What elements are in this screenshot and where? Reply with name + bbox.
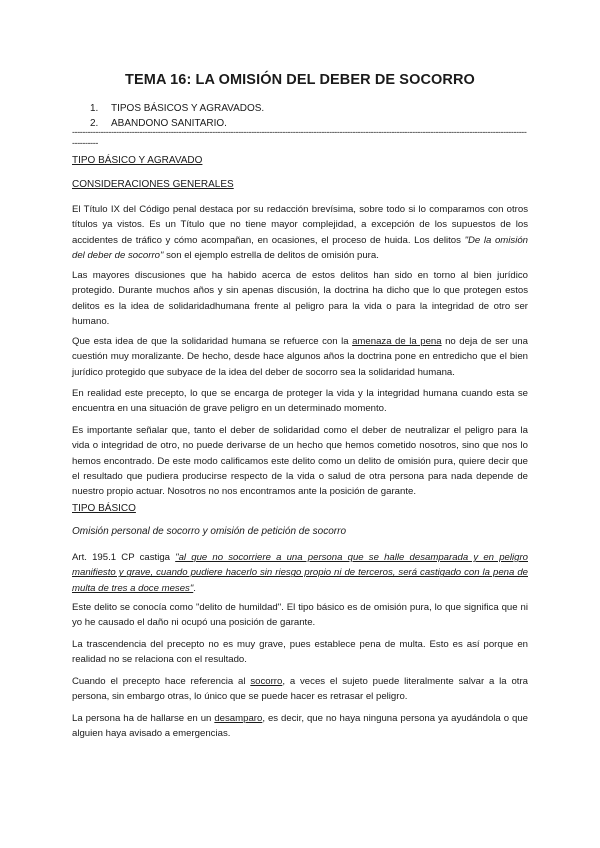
underlined-term-desamparo: desamparo [214,713,263,724]
paragraph-text: Art. 195.1 CP castiga [72,552,176,563]
paragraph-text: , es decir, que no haya ninguna persona ya ayudándola o que alguien haya avisado a emergencias. [72,713,529,740]
paragraph-text: Que esta idea de que la solidaridad humana se refuerce con la [72,336,353,347]
toc-item-label: TIPOS BÁSICOS Y AGRAVADOS. [111,103,265,114]
paragraph-text: , a veces el sujeto puede literalmente salvar a la otra persona, sin embargo otras, lo único que se puede hacer es retrasar el peligro. [72,676,528,703]
paragraph-solidaridad [72,334,528,380]
page-title: TEMA 16: LA OMISIÓN DEL DEBER DE SOCORRO [125,72,475,88]
subheading-consideraciones-generales: CONSIDERACIONES GENERALES [72,179,234,190]
paragraph-text: son el ejemplo estrella de delitos de omisión pura. [163,249,379,261]
paragraph-text: Cuando el precepto hace referencia al [72,676,251,687]
subheading-omision-personal: Omisión personal de socorro y omisión de petición de socorro [72,526,347,537]
paragraph-text: . [193,582,196,594]
paragraph-omision-pura: Es importante señalar que, tanto el deber de solidaridad como el deber de neutralizar el peligro para la vida o integridad de otro, no puede derivarse de un hecho que hemos cometido nosotros, sino que nos lo hemos encontrado. De este modo calificamos este delito como un delito de omisión pura, quiere decir que el resultado que pudiera producirse respecto de la vida o salud de otra persona para nada depende de nuestro propio actuar. Nosotros no nos encontramos ante la posición de garante. [72,425,528,498]
paragraph-bien-juridico: Las mayores discusiones que ha habido acerca de estos delitos han sido en torno al bien jurídico protegido. Durante muchos años y sin apenas discusión, la doctrina ha dicho que lo que protegen estos delitos es la idea de solidaridadhumana frente al peligro para la vida o para la integridad de otro ser humano. [72,270,528,327]
toc-item-number: 1. [90,103,99,114]
quoted-title: "De la omisión del deber de socorro" [72,234,528,261]
toc-item-number: 2. [90,118,99,129]
underlined-term-socorro: socorro [250,676,283,687]
article-quote: "al que no socorriere a una persona que se halle desamparada y en peligro manifiesto y grave, cuando pudiere hacerlo sin riesgo propio ni de terceros, será castigado con la pena de multa de tres a doce meses" [72,552,528,594]
toc-item-label: ABANDONO SANITARIO. [111,118,227,129]
paragraph-text: La persona ha de hallarse en un [72,713,215,724]
paragraph-trascendencia: La trascendencia del precepto no es muy grave, pues establece pena de multa. Esto es así porque en realidad no se relaciona con el resultado. [72,639,528,666]
paragraph-text: no deja de ser una cuestión muy moralizante. De hecho, desde hace algunos años la doctrina pone en entredicho que el bien jurídico protegido que subyace de la idea del deber de socorro sea la solidaridad humana. [72,336,528,378]
toc-item [90,101,264,116]
paragraph-delito-humildad: Este delito se conocía como "delito de humildad". El tipo básico es de omisión pura, lo que significa que ni yo he causado el daño ni ocupó una posición de garante. [72,602,528,629]
section-heading-tipo-basico: TIPO BÁSICO [72,503,136,514]
paragraph-precepto: En realidad este precepto, lo que se encarga de proteger la vida y la integridad humana cuando esta se encuentra en una situación de grave peligro en un determinado momento. [72,388,528,415]
dashed-divider: ----------------------------------------------------------------------------------------------------------------------------------------------------------------------------------------- [72,127,527,148]
underlined-term-amenaza: amenaza de la pena [352,336,442,347]
paragraph-text: El Título IX del Código penal destaca por su redacción brevísima, sobre todo si lo comparamos con otros títulos ya vistos. Es un Título que no tiene mayor complejidad, a excepción de los supuestos de los accidentes de tráfico y cómo acompañan, en ocasiones, el proceso de huida. Los delitos [72,204,528,246]
paragraph-desamparo [72,711,528,742]
paragraph-titulo-ix [72,202,528,263]
paragraph-socorro [72,674,528,705]
section-heading-tipo-basico-agravado: TIPO BÁSICO Y AGRAVADO [72,155,203,166]
paragraph-art-195 [72,550,528,596]
